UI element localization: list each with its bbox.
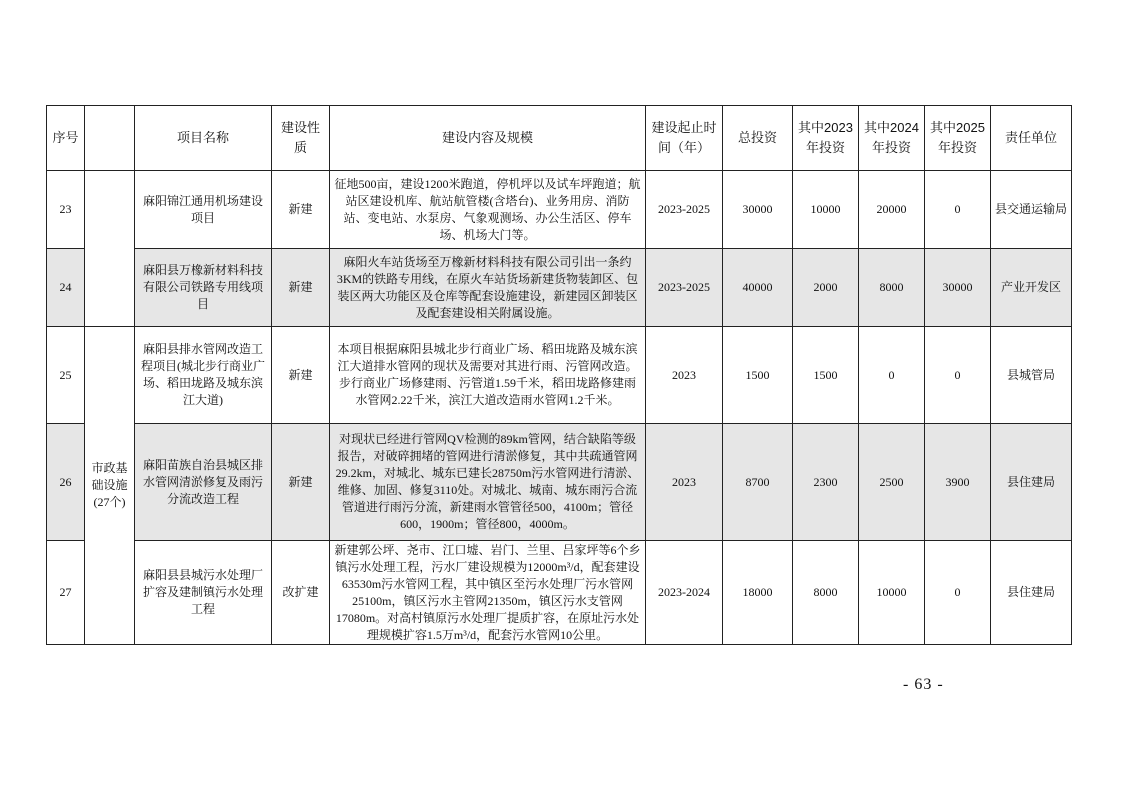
category-cell-blank bbox=[85, 171, 135, 327]
row-inv2023: 10000 bbox=[793, 171, 859, 249]
table-row bbox=[47, 171, 1072, 249]
row-content: 征地500亩，建设1200米跑道，停机坪以及试车坪跑道；航站区建设机库、航站航管楼(含塔台)、业务用房、消防站、变电站、水泵房、气象观测场、办公生活区、停车场、机场大门等。 bbox=[330, 171, 646, 249]
row-inv2024: 10000 bbox=[859, 541, 925, 645]
row-seq: 26 bbox=[47, 424, 85, 541]
row-name: 麻阳县万橡新材料科技有限公司铁路专用线项目 bbox=[135, 249, 272, 327]
row-inv2025: 3900 bbox=[925, 424, 991, 541]
row-inv2024: 8000 bbox=[859, 249, 925, 327]
row-inv2025: 0 bbox=[925, 327, 991, 424]
row-inv2023: 2000 bbox=[793, 249, 859, 327]
row-content: 对现状已经进行管网QV检测的89km管网，结合缺陷等级报告，对破碎拥堵的管网进行清淤修复，其中共疏通管网29.2km，对城北、城东已建长28750m污水管网进行清淤、维修、加固、修复3110处。对城北、城南、城东雨污合流管道进行雨污分流，新建雨水管管径500，4100m；管径600，1900m；管径800，4000m。 bbox=[330, 424, 646, 541]
row-nature: 新建 bbox=[272, 249, 330, 327]
row-inv2025: 0 bbox=[925, 541, 991, 645]
row-name: 麻阳苗族自治县城区排水管网清淤修复及雨污分流改造工程 bbox=[135, 424, 272, 541]
row-period: 2023 bbox=[646, 327, 723, 424]
header-inv2025: 其中2025年投资 bbox=[925, 106, 991, 171]
project-table bbox=[46, 105, 1072, 645]
row-name: 麻阳县县城污水处理厂扩容及建制镇污水处理工程 bbox=[135, 541, 272, 645]
header-total: 总投资 bbox=[723, 106, 793, 171]
table-row bbox=[47, 249, 1072, 327]
row-seq: 27 bbox=[47, 541, 85, 645]
table-row bbox=[47, 541, 1072, 645]
row-unit: 县城管局 bbox=[991, 327, 1072, 424]
header-unit: 责任单位 bbox=[991, 106, 1072, 171]
row-nature: 新建 bbox=[272, 327, 330, 424]
row-seq: 25 bbox=[47, 327, 85, 424]
header-seq: 序号 bbox=[47, 106, 85, 171]
category-label: 市政基础设施(27个) bbox=[85, 327, 135, 645]
row-nature: 改扩建 bbox=[272, 541, 330, 645]
row-inv2024: 20000 bbox=[859, 171, 925, 249]
row-content: 新建郭公坪、尧市、江口墟、岩门、兰里、吕家坪等6个乡镇污水处理工程，污水厂建设规模为12000m³/d，配套建设63530m污水管网工程，其中镇区至污水处理厂污水管网25100m，镇区污水主管网21350m，镇区污水支管网17080m。对高村镇原污水处理厂提质扩容，在原址污水处理规模扩容1.5万m³/d，配套污水管网10公里。 bbox=[330, 541, 646, 645]
row-nature: 新建 bbox=[272, 424, 330, 541]
row-inv2025: 0 bbox=[925, 171, 991, 249]
row-unit: 县住建局 bbox=[991, 424, 1072, 541]
row-name: 麻阳锦江通用机场建设项目 bbox=[135, 171, 272, 249]
row-seq: 23 bbox=[47, 171, 85, 249]
header-nature: 建设性质 bbox=[272, 106, 330, 171]
row-inv2023: 1500 bbox=[793, 327, 859, 424]
row-period: 2023-2025 bbox=[646, 171, 723, 249]
header-content: 建设内容及规模 bbox=[330, 106, 646, 171]
row-total: 18000 bbox=[723, 541, 793, 645]
row-content: 麻阳火车站货场至万橡新材料科技有限公司引出一条约3KM的铁路专用线，在原火车站货场新建货物装卸区、包装区两大功能区及仓库等配套设施建设，新建园区卸装区及配套建设相关附属设施。 bbox=[330, 249, 646, 327]
header-inv2024: 其中2024年投资 bbox=[859, 106, 925, 171]
row-total: 40000 bbox=[723, 249, 793, 327]
row-nature: 新建 bbox=[272, 171, 330, 249]
row-unit: 产业开发区 bbox=[991, 249, 1072, 327]
table-row bbox=[47, 424, 1072, 541]
row-inv2025: 30000 bbox=[925, 249, 991, 327]
header-period: 建设起止时间（年） bbox=[646, 106, 723, 171]
row-period: 2023 bbox=[646, 424, 723, 541]
row-inv2024: 0 bbox=[859, 327, 925, 424]
header-name: 项目名称 bbox=[135, 106, 272, 171]
row-total: 30000 bbox=[723, 171, 793, 249]
row-period: 2023-2025 bbox=[646, 249, 723, 327]
row-inv2024: 2500 bbox=[859, 424, 925, 541]
row-name: 麻阳县排水管网改造工程项目(城北步行商业广场、稻田垅路及城东滨江大道) bbox=[135, 327, 272, 424]
row-unit: 县交通运输局 bbox=[991, 171, 1072, 249]
header-category bbox=[85, 106, 135, 171]
row-content: 本项目根据麻阳县城北步行商业广场、稻田垅路及城东滨江大道排水管网的现状及需要对其进行雨、污管网改造。步行商业广场修建雨、污管道1.59千米，稻田垅路修建雨水管网2.22千米，滨江大道改造雨水管网1.2千米。 bbox=[330, 327, 646, 424]
row-total: 1500 bbox=[723, 327, 793, 424]
row-inv2023: 8000 bbox=[793, 541, 859, 645]
table-row bbox=[47, 327, 1072, 424]
row-seq: 24 bbox=[47, 249, 85, 327]
row-period: 2023-2024 bbox=[646, 541, 723, 645]
header-inv2023: 其中2023年投资 bbox=[793, 106, 859, 171]
row-total: 8700 bbox=[723, 424, 793, 541]
row-unit: 县住建局 bbox=[991, 541, 1072, 645]
row-inv2023: 2300 bbox=[793, 424, 859, 541]
page-number: - 63 - bbox=[903, 676, 944, 693]
header-row bbox=[47, 106, 1072, 171]
